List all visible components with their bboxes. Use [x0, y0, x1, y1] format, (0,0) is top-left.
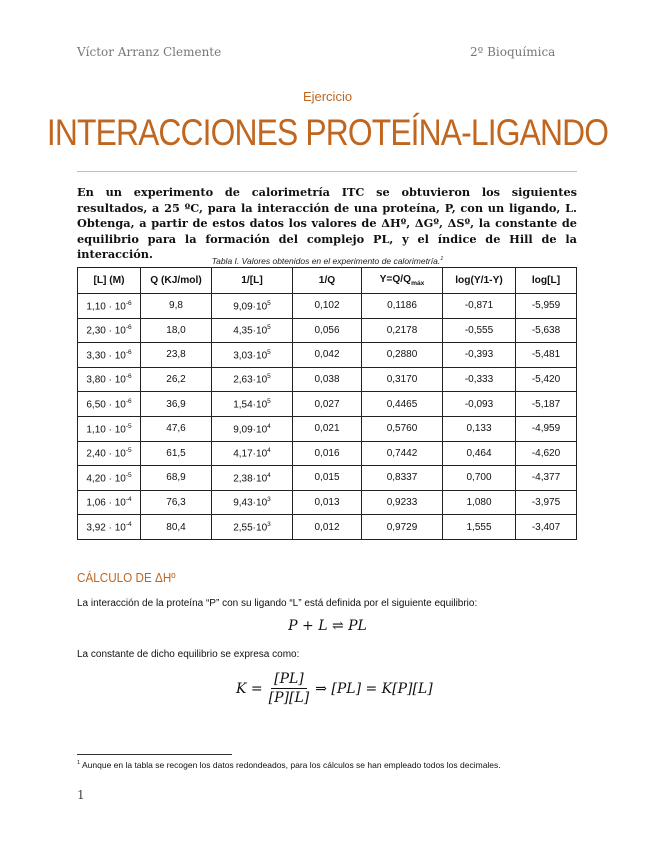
cell-invQ — [293, 343, 362, 368]
table-header-row — [78, 268, 577, 294]
cell-invL — [212, 367, 293, 392]
cell-logL-value: -3,975 — [531, 497, 561, 509]
cell-invL-exponent: 5 — [267, 373, 271, 381]
cell-logL — [516, 343, 577, 368]
cell-Y-value: 0,3170 — [386, 374, 418, 386]
cell-logL — [516, 441, 577, 466]
cell-logL — [516, 416, 577, 441]
cell-logY-value: 0,464 — [466, 447, 492, 459]
cell-logY — [443, 294, 516, 319]
cell-L-exponent: -6 — [125, 348, 132, 356]
cell-logL — [516, 392, 577, 417]
cell-logY — [443, 515, 516, 540]
page-number: 1 — [77, 788, 85, 802]
problem-statement: En un experimento de calorimetría ITC se obtuvieron los siguientes resultados, a 25 ºC, para la interacción de una proteína, P, con un ligando, L. Obtenga, a partir de estos datos los valores de ΔHº, ΔGº, ΔSº, la constante de equilibrio para la formación del complejo PL, y el índice de Hill de la interacción. — [77, 185, 577, 262]
table-caption-text: Tabla I. Valores obtenidos en el experimento de calorimetría. — [211, 256, 441, 266]
cell-invL-value: 4,17·10 — [233, 448, 268, 460]
header-author: Víctor Arranz Clemente — [77, 45, 222, 59]
cell-L-exponent: -5 — [125, 471, 132, 479]
cell-invQ — [293, 392, 362, 417]
cell-logL-value: -5,420 — [531, 374, 561, 386]
cell-Q-value: 47,6 — [166, 423, 186, 435]
footnote-mark: 1 — [77, 760, 81, 767]
col-header-logL: log[L] — [516, 268, 577, 294]
cell-invL-value: 1,54·10 — [233, 399, 268, 411]
cell-invL-value: 9,09·10 — [233, 300, 268, 312]
cell-Q — [141, 392, 212, 417]
cell-invL-exponent: 4 — [267, 471, 271, 479]
cell-logL — [516, 466, 577, 491]
cell-L-exponent: -5 — [125, 422, 132, 430]
cell-Q — [141, 367, 212, 392]
cell-logL-value: -5,187 — [531, 398, 561, 410]
cell-Y-value: 0,9233 — [386, 497, 418, 509]
cell-invQ-value: 0,102 — [314, 300, 340, 312]
cell-invL-value: 2,38·10 — [233, 473, 268, 485]
equation-equilibrium: P + L ⇌ PL — [288, 618, 367, 634]
cell-logL — [516, 490, 577, 515]
cell-L-value: 3,80 · 10 — [86, 374, 126, 386]
cell-logY — [443, 441, 516, 466]
table-row — [78, 490, 577, 515]
cell-Q-value: 76,3 — [166, 497, 186, 509]
cell-L-exponent: -4 — [125, 520, 132, 528]
cell-L-value: 1,06 · 10 — [86, 497, 126, 509]
cell-invL — [212, 343, 293, 368]
cell-Q-value: 80,4 — [166, 521, 186, 533]
cell-invL — [212, 416, 293, 441]
cell-Q-value: 26,2 — [166, 374, 186, 386]
footnote-text: Aunque en la tabla se recogen los datos redondeados, para los cálculos se han empleado todos los decimales. — [81, 760, 501, 770]
cell-logL-value: -4,959 — [531, 423, 561, 435]
cell-invL — [212, 515, 293, 540]
table-row — [78, 294, 577, 319]
cell-invQ-value: 0,012 — [314, 521, 340, 533]
col-header-invL: 1/[L] — [212, 268, 293, 294]
cell-Q-value: 36,9 — [166, 398, 186, 410]
cell-invL — [212, 490, 293, 515]
cell-L-exponent: -5 — [125, 447, 132, 455]
cell-invQ-value: 0,015 — [314, 472, 340, 484]
cell-logY-value: -0,333 — [464, 374, 494, 386]
table-row — [78, 441, 577, 466]
cell-invL-value: 2,63·10 — [233, 374, 268, 386]
cell-logL-value: -5,638 — [531, 324, 561, 336]
cell-logY — [443, 416, 516, 441]
cell-invL-exponent: 5 — [267, 299, 271, 307]
cell-invL — [212, 294, 293, 319]
cell-Y — [362, 367, 443, 392]
cell-invL — [212, 392, 293, 417]
cell-Q — [141, 490, 212, 515]
table-caption — [0, 256, 655, 266]
table-row — [78, 515, 577, 540]
cell-L-value: 3,30 · 10 — [86, 350, 126, 362]
cell-L — [78, 515, 141, 540]
cell-L-exponent: -6 — [125, 324, 132, 332]
cell-Y — [362, 515, 443, 540]
cell-Y — [362, 392, 443, 417]
cell-invL-exponent: 4 — [267, 422, 271, 430]
cell-invL-exponent: 5 — [267, 398, 271, 405]
cell-invL-exponent: 4 — [267, 447, 271, 455]
cell-Y-value: 0,8337 — [386, 472, 418, 484]
cell-Y — [362, 466, 443, 491]
footnote-divider — [77, 754, 232, 755]
cell-invQ — [293, 441, 362, 466]
cell-invQ-value: 0,021 — [314, 423, 340, 435]
cell-Q-value: 68,9 — [166, 472, 186, 484]
cell-invL-value: 2,55·10 — [233, 522, 268, 534]
title-divider — [77, 171, 577, 172]
cell-Y — [362, 441, 443, 466]
cell-logY-value: 1,080 — [466, 497, 492, 509]
cell-Q — [141, 318, 212, 343]
cell-invQ-value: 0,013 — [314, 497, 340, 509]
cell-L — [78, 466, 141, 491]
cell-invL-value: 9,09·10 — [233, 423, 268, 435]
cell-L — [78, 490, 141, 515]
table-row — [78, 343, 577, 368]
cell-logY — [443, 367, 516, 392]
cell-L-exponent: -6 — [125, 373, 132, 381]
cell-Y-value: 0,4465 — [386, 398, 418, 410]
cell-Y — [362, 490, 443, 515]
cell-invQ — [293, 466, 362, 491]
cell-invL-exponent: 5 — [267, 324, 271, 332]
cell-L — [78, 441, 141, 466]
cell-Y-value: 0,7442 — [386, 447, 418, 459]
col-header-Y-sub: máx — [411, 280, 425, 288]
cell-Q — [141, 441, 212, 466]
cell-logL — [516, 294, 577, 319]
table-row — [78, 392, 577, 417]
equation-denominator: [P][L] — [268, 690, 310, 706]
cell-logY-value: 1,555 — [466, 521, 492, 533]
table-row — [78, 318, 577, 343]
cell-invQ-value: 0,038 — [314, 374, 340, 386]
cell-L-value: 6,50 · 10 — [86, 399, 126, 411]
paragraph-equilibrium: La interacción de la proteína “P” con su ligando “L” está definida por el siguiente equilibrio: — [77, 598, 478, 609]
cell-invQ — [293, 490, 362, 515]
cell-logL-value: -4,377 — [531, 472, 561, 484]
equation-lhs: K = — [236, 680, 263, 697]
cell-Y-value: 0,2178 — [386, 324, 418, 336]
cell-logY — [443, 490, 516, 515]
cell-L-value: 2,30 · 10 — [86, 325, 126, 337]
cell-L — [78, 318, 141, 343]
cell-Q-value: 18,0 — [166, 324, 186, 336]
cell-invQ-value: 0,027 — [314, 398, 340, 410]
cell-invL — [212, 318, 293, 343]
cell-logY — [443, 318, 516, 343]
table-row — [78, 367, 577, 392]
cell-L — [78, 294, 141, 319]
cell-logY-value: -0,871 — [464, 300, 494, 312]
equation-constant — [236, 671, 433, 706]
cell-L — [78, 416, 141, 441]
cell-Q — [141, 416, 212, 441]
cell-Q — [141, 515, 212, 540]
cell-invL-value: 9,43·10 — [233, 497, 268, 509]
cell-logY-value: 0,133 — [466, 423, 492, 435]
cell-logL — [516, 367, 577, 392]
cell-L-exponent: -4 — [125, 496, 132, 504]
cell-invL-exponent: 5 — [267, 348, 271, 356]
exercise-kicker: Ejercicio — [302, 89, 353, 104]
cell-invQ — [293, 318, 362, 343]
cell-logL-value: -3,407 — [531, 521, 561, 533]
cell-logY-value: -0,393 — [464, 349, 494, 361]
cell-logY-value: -0,555 — [464, 324, 494, 336]
equation-rhs: ⇒ [PL] = K[P][L] — [315, 680, 433, 697]
col-header-Y-text: Y=Q/Q — [379, 273, 412, 285]
cell-Y — [362, 343, 443, 368]
cell-logY-value: -0,093 — [464, 398, 494, 410]
col-header-invQ: 1/Q — [293, 268, 362, 294]
table-row — [78, 416, 577, 441]
cell-Y — [362, 294, 443, 319]
cell-invL-value: 3,03·10 — [233, 350, 268, 362]
cell-invQ — [293, 294, 362, 319]
cell-Q-value: 23,8 — [166, 349, 186, 361]
cell-Y — [362, 416, 443, 441]
cell-invL-value: 4,35·10 — [233, 325, 268, 337]
table-row — [78, 466, 577, 491]
cell-logY — [443, 343, 516, 368]
cell-L-exponent: -6 — [125, 299, 132, 307]
cell-invL — [212, 441, 293, 466]
paragraph-constant: La constante de dicho equilibrio se expresa como: — [77, 649, 300, 660]
header-course: 2º Bioquímica — [470, 45, 556, 59]
cell-Q-value: 9,8 — [169, 300, 183, 312]
cell-L-value: 1,10 · 10 — [86, 300, 126, 312]
cell-invL-exponent: 3 — [267, 496, 271, 504]
cell-Q-value: 61,5 — [166, 447, 186, 459]
cell-invQ-value: 0,056 — [314, 324, 340, 336]
col-header-Y — [362, 268, 443, 294]
cell-L-value: 2,40 · 10 — [86, 448, 126, 460]
cell-L-value: 4,20 · 10 — [86, 473, 126, 485]
footnote — [77, 760, 501, 770]
equation-fraction — [269, 671, 310, 706]
cell-logY — [443, 466, 516, 491]
cell-Q — [141, 466, 212, 491]
cell-Q — [141, 343, 212, 368]
cell-L-exponent: -6 — [125, 398, 132, 405]
data-table — [77, 267, 577, 540]
cell-logL — [516, 318, 577, 343]
cell-L — [78, 343, 141, 368]
cell-invQ — [293, 367, 362, 392]
cell-L-value: 1,10 · 10 — [86, 423, 126, 435]
cell-invQ-value: 0,016 — [314, 447, 340, 459]
cell-L — [78, 392, 141, 417]
equation-numerator: [PL] — [271, 671, 307, 689]
cell-L — [78, 367, 141, 392]
cell-Y-value: 0,2880 — [386, 349, 418, 361]
cell-invL — [212, 466, 293, 491]
table-caption-footnote-mark: 1 — [440, 256, 444, 263]
cell-invQ — [293, 515, 362, 540]
cell-logL-value: -5,959 — [531, 300, 561, 312]
cell-logL-value: -4,620 — [531, 447, 561, 459]
col-header-L: [L] (M) — [78, 268, 141, 294]
cell-invQ-value: 0,042 — [314, 349, 340, 361]
cell-Y-value: 0,1186 — [387, 300, 417, 312]
cell-Q — [141, 294, 212, 319]
cell-Y-value: 0,5760 — [386, 423, 418, 435]
cell-invQ — [293, 416, 362, 441]
cell-logY — [443, 392, 516, 417]
col-header-Q: Q (KJ/mol) — [141, 268, 212, 294]
cell-Y — [362, 318, 443, 343]
cell-logL-value: -5,481 — [531, 349, 561, 361]
col-header-logY: log(Y/1-Y) — [443, 268, 516, 294]
cell-invL-exponent: 3 — [267, 520, 271, 528]
cell-L-value: 3,92 · 10 — [86, 522, 126, 534]
cell-logY-value: 0,700 — [466, 472, 492, 484]
cell-Y-value: 0,9729 — [386, 521, 418, 533]
section-heading: CÁLCULO DE ΔHº — [77, 570, 176, 585]
cell-logL — [516, 515, 577, 540]
page-title: INTERACCIONES PROTEÍNA-LIGANDO — [46, 112, 609, 153]
